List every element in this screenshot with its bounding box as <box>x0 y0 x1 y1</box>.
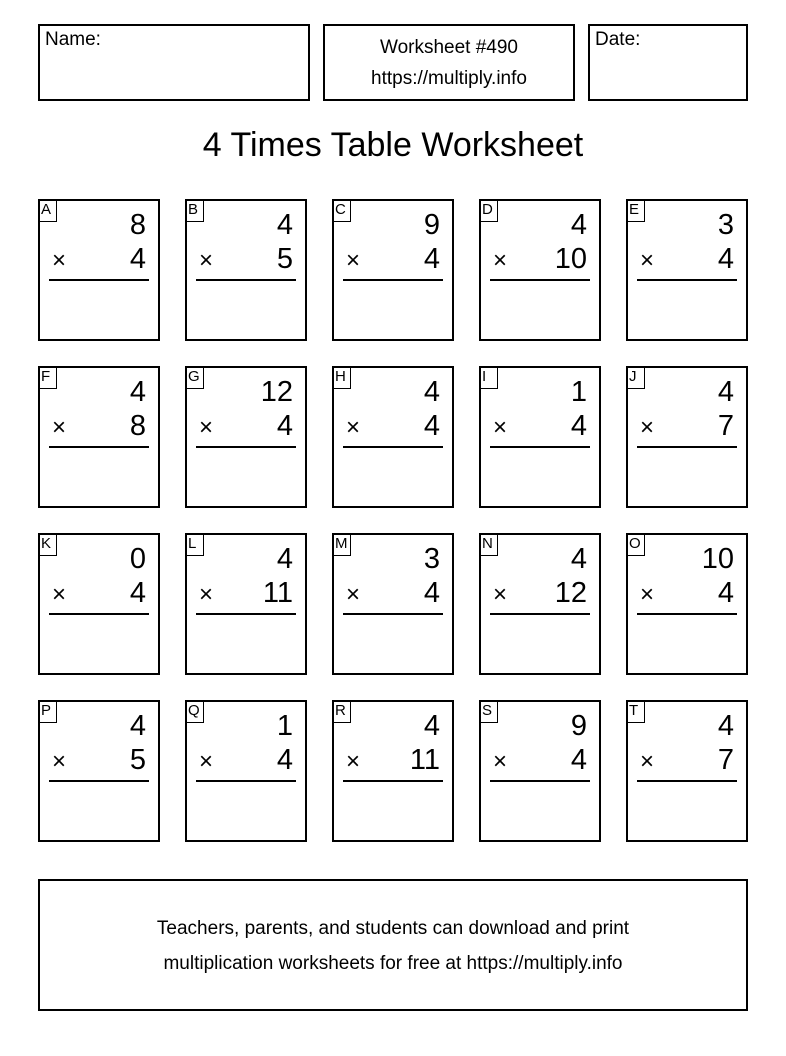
problem-letter: L <box>185 533 204 556</box>
answer-line <box>343 780 443 782</box>
multiplicand: 4 <box>129 376 146 408</box>
times-sign: × <box>52 748 67 775</box>
problem-card[interactable] <box>479 366 601 508</box>
times-sign: × <box>493 414 508 441</box>
problem-letter: J <box>626 366 645 389</box>
multiplier: 4 <box>276 410 293 442</box>
times-sign: × <box>52 247 67 274</box>
problem-card[interactable] <box>332 533 454 675</box>
answer-line <box>49 446 149 448</box>
problem-card[interactable] <box>38 533 160 675</box>
multiplicand: 4 <box>717 710 734 742</box>
problem-card[interactable] <box>479 700 601 842</box>
multiplier: 4 <box>276 744 293 776</box>
problem-letter: F <box>38 366 57 389</box>
multiplicand: 3 <box>717 209 734 241</box>
multiplicand: 4 <box>423 710 440 742</box>
multiplier: 4 <box>423 577 440 609</box>
problem-letter: H <box>332 366 351 389</box>
problem-letter: C <box>332 199 351 222</box>
times-sign: × <box>640 247 655 274</box>
problem-card[interactable] <box>38 700 160 842</box>
multiplicand: 4 <box>570 209 587 241</box>
page-title: 4 Times Table Worksheet <box>202 126 584 164</box>
problem-letter: G <box>185 366 204 389</box>
multiplier: 4 <box>717 243 734 275</box>
multiplicand: 4 <box>276 543 293 575</box>
answer-line <box>49 780 149 782</box>
multiplier: 5 <box>129 744 146 776</box>
times-sign: × <box>52 581 67 608</box>
multiplier: 12 <box>554 577 587 609</box>
problem-card[interactable] <box>626 533 748 675</box>
worksheet-number: Worksheet #490 <box>379 37 518 58</box>
problem-card[interactable] <box>479 199 601 341</box>
answer-line <box>637 279 737 281</box>
multiplicand: 9 <box>423 209 440 241</box>
multiplier: 4 <box>717 577 734 609</box>
multiplicand: 9 <box>570 710 587 742</box>
problem-letter: E <box>626 199 645 222</box>
name-box[interactable] <box>38 24 310 101</box>
answer-line <box>490 780 590 782</box>
worksheet-url: https://multiply.info <box>371 68 527 89</box>
answer-line <box>343 613 443 615</box>
problem-letter: Q <box>185 700 204 723</box>
problem-card[interactable] <box>38 199 160 341</box>
problem-card[interactable] <box>185 366 307 508</box>
multiplier: 4 <box>570 410 587 442</box>
answer-line <box>490 446 590 448</box>
problem-letter: R <box>332 700 351 723</box>
multiplier: 11 <box>262 577 293 609</box>
answer-line <box>637 780 737 782</box>
times-sign: × <box>346 581 361 608</box>
problem-letter: D <box>479 199 498 222</box>
answer-line <box>196 279 296 281</box>
multiplier: 4 <box>423 243 440 275</box>
problem-card[interactable] <box>479 533 601 675</box>
times-sign: × <box>346 414 361 441</box>
date-label: Date: <box>595 29 641 50</box>
multiplier: 5 <box>276 243 293 275</box>
multiplicand: 12 <box>260 376 293 408</box>
problem-card[interactable] <box>185 700 307 842</box>
answer-line <box>196 613 296 615</box>
answer-line <box>343 279 443 281</box>
times-sign: × <box>199 581 214 608</box>
times-sign: × <box>493 247 508 274</box>
multiplier: 7 <box>717 744 734 776</box>
problem-card[interactable] <box>332 366 454 508</box>
answer-line <box>637 613 737 615</box>
problem-letter: B <box>185 199 204 222</box>
footer-note <box>38 879 748 1011</box>
problem-card[interactable] <box>332 199 454 341</box>
footer-line-1: Teachers, parents, and students can download and print <box>156 918 630 939</box>
problem-card[interactable] <box>38 366 160 508</box>
times-sign: × <box>199 247 214 274</box>
multiplicand: 0 <box>129 543 146 575</box>
problem-card[interactable] <box>626 366 748 508</box>
problem-letter: N <box>479 533 498 556</box>
times-sign: × <box>640 748 655 775</box>
problem-letter: I <box>479 366 498 389</box>
problem-card[interactable] <box>185 199 307 341</box>
footer-line-2: multiplication worksheets for free at https://multiply.info <box>163 953 623 974</box>
answer-line <box>196 780 296 782</box>
problem-letter: A <box>38 199 57 222</box>
multiplicand: 4 <box>129 710 146 742</box>
multiplicand: 1 <box>276 710 293 742</box>
problem-letter: S <box>479 700 498 723</box>
answer-line <box>490 279 590 281</box>
problem-card[interactable] <box>626 700 748 842</box>
times-sign: × <box>199 414 214 441</box>
multiplicand: 4 <box>423 376 440 408</box>
multiplicand: 8 <box>129 209 146 241</box>
answer-line <box>49 279 149 281</box>
times-sign: × <box>493 581 508 608</box>
problem-card[interactable] <box>332 700 454 842</box>
problem-letter: T <box>626 700 645 723</box>
times-sign: × <box>346 247 361 274</box>
multiplicand: 4 <box>570 543 587 575</box>
answer-line <box>637 446 737 448</box>
multiplicand: 3 <box>423 543 440 575</box>
date-box[interactable] <box>588 24 748 101</box>
multiplicand: 4 <box>717 376 734 408</box>
times-sign: × <box>52 414 67 441</box>
times-sign: × <box>640 581 655 608</box>
multiplicand: 10 <box>701 543 734 575</box>
multiplier: 8 <box>129 410 146 442</box>
problem-card[interactable] <box>626 199 748 341</box>
times-sign: × <box>640 414 655 441</box>
multiplier: 4 <box>423 410 440 442</box>
multiplicand: 1 <box>570 376 587 408</box>
multiplier: 4 <box>570 744 587 776</box>
multiplier: 10 <box>554 243 587 275</box>
multiplier: 4 <box>129 243 146 275</box>
multiplier: 4 <box>129 577 146 609</box>
answer-line <box>49 613 149 615</box>
times-sign: × <box>199 748 214 775</box>
worksheet-info-box <box>323 24 575 101</box>
times-sign: × <box>346 748 361 775</box>
multiplicand: 4 <box>276 209 293 241</box>
times-sign: × <box>493 748 508 775</box>
answer-line <box>196 446 296 448</box>
problem-card[interactable] <box>185 533 307 675</box>
multiplier: 7 <box>717 410 734 442</box>
name-label: Name: <box>45 29 101 50</box>
problem-letter: M <box>332 533 351 556</box>
problem-letter: P <box>38 700 57 723</box>
multiplier: 11 <box>409 744 440 776</box>
answer-line <box>490 613 590 615</box>
problem-letter: O <box>626 533 645 556</box>
answer-line <box>343 446 443 448</box>
problem-letter: K <box>38 533 57 556</box>
